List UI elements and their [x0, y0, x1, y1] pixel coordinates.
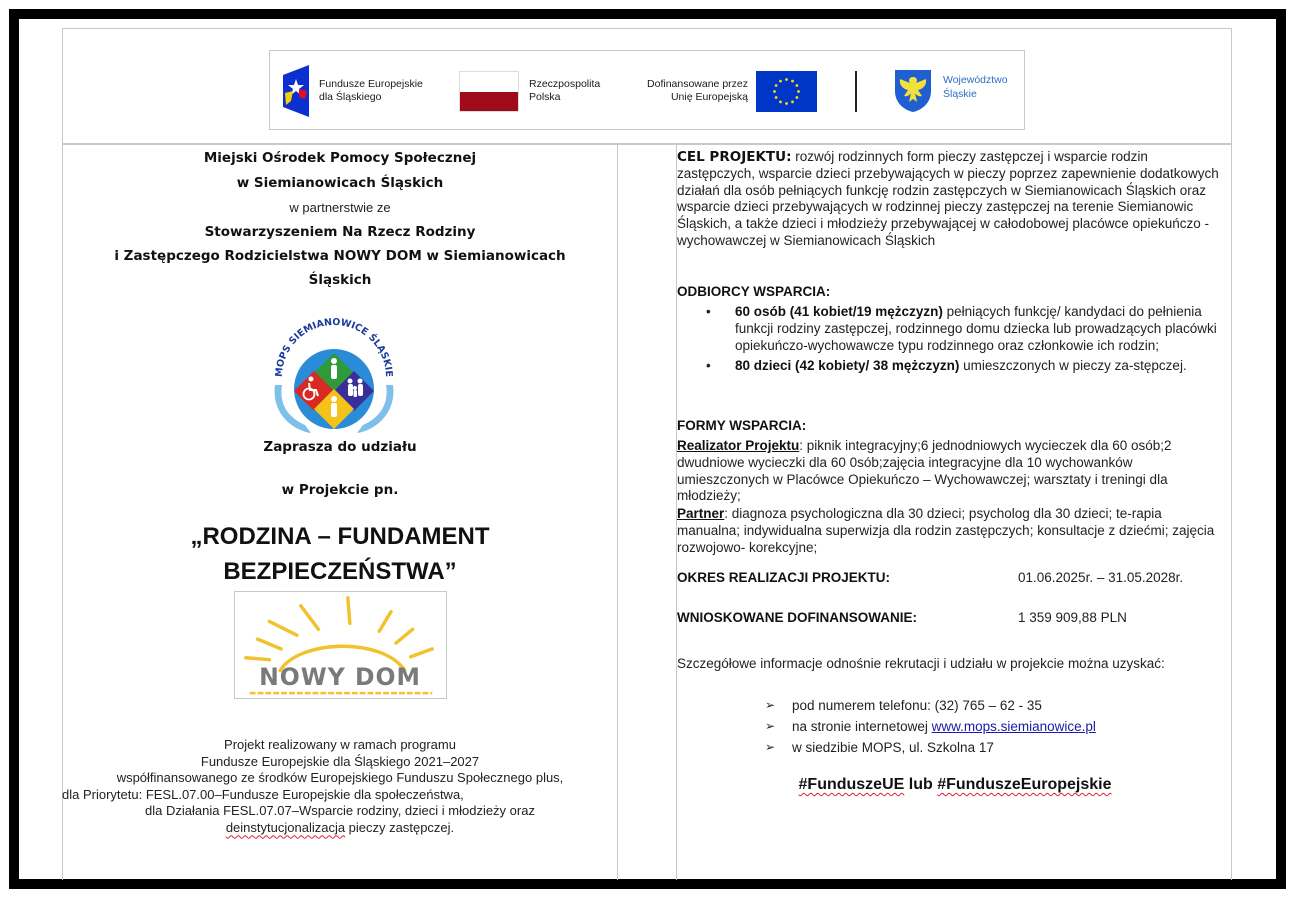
- forms-label: FORMY WSPARCIA:: [677, 418, 807, 433]
- phone-number: 765 – 62 - 35: [958, 698, 1042, 713]
- partner-text: : diagnoza psychologiczna dla 30 dzieci; psycholog dla 30 dzieci; te-rapia manualna; indywidualna superwizja dla rodzin zastępczych; konsultacje z dziećmi; zajęcia rozwojowo- korekcyjne;: [677, 506, 1215, 555]
- bullet-icon: •: [706, 358, 711, 374]
- eu-logo-text: [620, 78, 748, 104]
- partner-label: Partner: [677, 506, 725, 521]
- hashtag-funduszeue: #FunduszeUE: [798, 776, 905, 793]
- project-label: w Projekcie pn.: [281, 482, 399, 498]
- slaskie-eagle-shield-icon: [894, 69, 932, 113]
- org-name-line1: Miejski Ośrodek Pomocy Społecznej: [203, 150, 477, 166]
- fe-logo-text: [319, 78, 423, 104]
- mops-logo: [265, 305, 403, 435]
- hashtags: [677, 777, 1233, 794]
- eu-star: [773, 90, 776, 93]
- web-prefix: na stronie internetowej: [792, 719, 932, 734]
- footer-line5: dla Działania FESL.07.07–Wsparcie rodziny, dzieci i młodzieży oraz: [145, 803, 535, 818]
- recipient-item: [677, 358, 1233, 375]
- partnership-text: w partnerstwie ze: [289, 200, 391, 215]
- website-link[interactable]: www.mops.siemianowice.pl: [931, 719, 1096, 734]
- project-title-line1: „RODZINA – FUNDAMENT: [190, 523, 490, 550]
- phone-prefix: pod numerem telefonu: (32): [792, 698, 959, 713]
- sl-line2: Śląskie: [943, 88, 977, 100]
- goal-text: rozwój rodzinnych form pieczy zastępczej i wsparcie rodzin zastępczych, wsparcie dzieci przebywających w pieczy poprzez zapewnienie dodatkowych działań dla osób pełniących funkcję rodzin zastępczych w Siemianowicach Śląskich oraz wsparcie dzieci przebywających w rodzinnej pieczy zastępczej na terenie Siemianowic Śląskich, a także dzieci i młodzieży przebywającej w całodobowej placówce opiekuńczo - wychowawczej w Siemianowicach Śląskich: [677, 149, 1219, 248]
- partner-name-line3: Śląskich: [308, 272, 372, 288]
- eu-star: [795, 96, 798, 99]
- footer-line1: Projekt realizowany w ramach programu: [224, 737, 456, 752]
- contact-phone: [677, 695, 1233, 716]
- realizer-block: [677, 438, 1233, 505]
- pl-logo-text: [529, 78, 600, 104]
- realizer-text: : piknik integracyjny;6 jednodniowych wycieczek dla 60 osób;2 dwudniowe wycieczki dla 60 0sób;zajęcia integracyjne dla 10 wychowanków umieszczonych w Placówce Opiekuńczo – Wychowawczej; warsztaty i treningi dla młodzieży;: [677, 438, 1172, 504]
- eu-star: [775, 96, 778, 99]
- eu-star: [779, 100, 782, 103]
- eu-star: [795, 84, 798, 87]
- hashtag-separator: lub: [904, 776, 938, 793]
- recipient-bold: 60 osób (41 kobiet/19 mężczyzn): [735, 304, 943, 319]
- info-text: Szczegółowe informacje odnośnie rekrutacji i udziału w projekcie można uzyskać:: [677, 656, 1165, 671]
- goal-label: CEL PROJEKTU:: [677, 149, 792, 165]
- partner-name-line1: Stowarzyszeniem Na Rzecz Rodziny: [204, 224, 476, 240]
- right-column: [676, 145, 1232, 880]
- footer-line3: współfinansowanego ze środków Europejskiego Funduszu Społecznego plus,: [116, 770, 564, 785]
- bullet-icon: •: [706, 304, 711, 319]
- footer-line4: dla Priorytetu: FESL.07.00–Fundusze Europejskie dla społeczeństwa,: [62, 786, 464, 802]
- recipient-item: [677, 304, 1233, 354]
- hashtag-funduszeeuropejskie: #FunduszeEuropejskie: [937, 776, 1112, 793]
- nowy-dom-logo: [234, 591, 447, 699]
- period-label: OKRES REALIZACJI PROJEKTU:: [677, 570, 891, 585]
- recipient-bold: 80 dzieci (42 kobiety/ 38 mężczyzn): [735, 358, 960, 374]
- funding-value: 1 359 909,88 PLN: [1018, 610, 1127, 625]
- recipients-list: [677, 304, 1233, 375]
- arrow-bullet-icon: ➢: [765, 698, 776, 712]
- invite-text: Zaprasza do udziału: [263, 439, 417, 455]
- recipient-text: umieszczonych w pieczy za-stępczej.: [959, 358, 1187, 374]
- eu-star: [791, 100, 794, 103]
- footer-line6-rest: pieczy zastępczej.: [345, 819, 455, 835]
- eu-star: [785, 78, 788, 81]
- eu-star: [797, 90, 800, 93]
- contact-list: [677, 695, 1233, 758]
- nowy-dom-sun-icon: [235, 592, 446, 698]
- slaskie-logo-text: [943, 73, 1008, 101]
- program-footer: [62, 737, 618, 836]
- eu-flag-icon: [756, 71, 817, 112]
- eu-star: [779, 80, 782, 83]
- partner-name-line2: i Zastępczego Rodzicielstwa NOWY DOM w Siemianowicach: [114, 248, 566, 264]
- footer-line2: Fundusze Europejskie dla Śląskiego 2021–2027: [200, 753, 480, 769]
- footer-line6: [62, 820, 618, 837]
- contact-website: [677, 716, 1233, 737]
- eu-line1: Dofinansowane przez: [647, 78, 748, 90]
- eu-star: [775, 84, 778, 87]
- eu-star: [791, 80, 794, 83]
- arrow-bullet-icon: ➢: [765, 740, 776, 754]
- nowy-dom-logo-text: NOWY DOM: [259, 663, 421, 692]
- left-column: [62, 145, 618, 880]
- arrow-bullet-icon: ➢: [765, 719, 776, 733]
- project-goal: [677, 149, 1233, 250]
- org-name-line2: w Siemianowicach Śląskich: [236, 175, 444, 191]
- fe-line1: Fundusze Europejskie: [319, 78, 423, 90]
- address-text: w siedzibie MOPS, ul. Szkolna 17: [792, 740, 994, 755]
- footer-line6-spellcheck-word: deinstytucjonalizacja: [225, 819, 346, 835]
- project-title-line2: BEZPIECZEŃSTWA”: [223, 558, 457, 585]
- partner-block: [677, 506, 1233, 556]
- logo-divider: [855, 71, 857, 112]
- period-value: 01.06.2025r. – 31.05.2028r.: [1018, 570, 1184, 585]
- funding-logo-strip: [269, 50, 1025, 130]
- polish-flag-icon: [459, 71, 519, 112]
- fundusze-europejskie-logo-icon: [283, 65, 309, 117]
- realizer-label: Realizator Projektu: [677, 438, 800, 453]
- eu-star: [785, 102, 788, 105]
- pl-line2: Polska: [529, 91, 561, 103]
- fe-line2: dla Śląskiego: [319, 91, 382, 103]
- mops-logo-arc-text: MOPS SIEMIANOWICE ŚLĄSKIE: [273, 316, 395, 378]
- pl-line1: Rzeczpospolita: [529, 78, 601, 90]
- eu-line2: Unię Europejską: [670, 91, 748, 103]
- recipients-label: ODBIORCY WSPARCIA:: [677, 284, 831, 299]
- contact-address: [677, 737, 1233, 758]
- funding-label: WNIOSKOWANE DOFINANSOWANIE:: [677, 610, 917, 625]
- sl-line1: Województwo: [943, 74, 1008, 86]
- recipient-text: pełniących funkcję/ kandydaci do pełnienia funkcji rodziny zastępczej, rodzinnego domu dziecka lub prowadzących placówki opiekuńczo-wychowawcze typu rodzinnego oraz członkowie ich rodzin;: [735, 304, 1217, 353]
